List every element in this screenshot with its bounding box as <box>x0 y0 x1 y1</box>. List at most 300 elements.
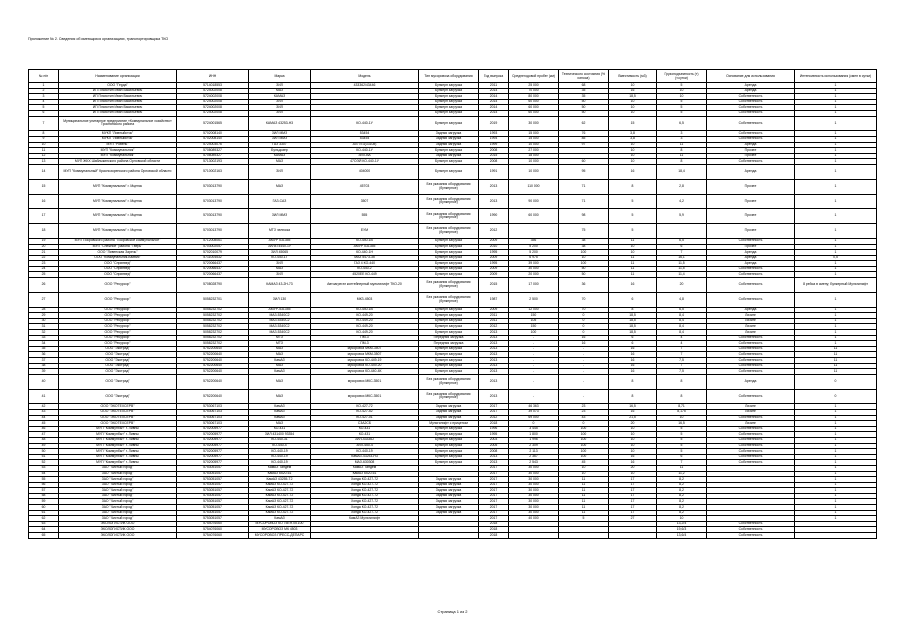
table-cell: 10 <box>609 153 657 159</box>
table-cell: 7 <box>657 250 707 256</box>
column-header: ИНН <box>177 70 249 83</box>
column-header: № п/п <box>29 70 59 83</box>
table-cell: 150 <box>509 313 559 319</box>
table-cell: 27 <box>609 516 657 522</box>
table-cell: Бункерн загрузка <box>419 110 479 116</box>
table-cell: 5713002193 <box>177 159 249 165</box>
table-cell: 1 <box>795 426 877 432</box>
table-cell: 71 <box>559 194 609 209</box>
table-cell: 29 <box>29 313 59 319</box>
table-cell: 2 <box>29 88 59 94</box>
table-cell: 11 <box>795 358 877 364</box>
table-cell: мусоровоз МКС-3501 <box>311 389 419 404</box>
table-cell: 50 <box>559 110 609 116</box>
table-cell: Аренда <box>707 261 795 267</box>
table-cell: 2017 <box>479 471 509 477</box>
table-cell: МУП "Коммунальник" г. Мценск <box>59 179 177 194</box>
table-cell: 35 <box>559 94 609 100</box>
table-cell: 5702010079 <box>177 250 249 256</box>
table-cell: Собственность <box>707 335 795 341</box>
table-cell: 5720066437 <box>177 261 249 267</box>
table-row <box>29 374 877 389</box>
table-header-row <box>29 70 877 83</box>
table-cell: 39 000 <box>509 261 559 267</box>
table-cell: ООО "Экотрад" <box>59 352 177 358</box>
table-cell: 555 <box>311 209 419 224</box>
table-cell: КО-440-19 <box>311 449 419 455</box>
table-cell: 5720066437 <box>177 266 249 272</box>
table-cell: 5 <box>657 437 707 443</box>
table-cell: 110 000 <box>509 179 559 194</box>
table-cell: 8,2 <box>657 482 707 488</box>
table-cell: 7,5 <box>657 369 707 375</box>
table-cell: Собственность <box>707 131 795 137</box>
table-cell: 2012 <box>479 224 509 239</box>
table-cell: 21 <box>29 250 59 256</box>
table-cell: 5724001565 <box>177 116 249 131</box>
table-cell: Без указания оборудования (бункерное) <box>419 209 479 224</box>
table-cell: 1 <box>795 250 877 256</box>
table-cell: 40 <box>29 374 59 389</box>
table-cell: Бункерн загрузка <box>419 426 479 432</box>
table-cell: Бункерн загрузка <box>419 369 479 375</box>
table-cell: МАЗ-5340С2 <box>249 330 311 336</box>
table-cell: 38 <box>559 244 609 250</box>
table-cell: КамАЗ <box>249 415 311 421</box>
table-cell: 0 <box>559 318 609 324</box>
table-cell: 10 <box>609 437 657 443</box>
table-cell: 0 <box>559 313 609 319</box>
table-cell: 1 <box>795 477 877 483</box>
table-cell: 1 <box>795 131 877 137</box>
table-cell: 53454 <box>311 136 419 142</box>
table-cell: Бункерн загрузка <box>419 159 479 165</box>
table-cell: 60 000 <box>509 105 559 111</box>
table-cell: 2 500 <box>509 292 559 307</box>
table-cell: 7 <box>657 363 707 369</box>
table-cell: Собственность <box>707 437 795 443</box>
table-cell: 10 <box>657 88 707 94</box>
table-cell <box>509 224 559 239</box>
table-cell: 5724002008 <box>177 105 249 111</box>
table-cell: 5724003076 <box>177 142 249 148</box>
table-cell: Бункерн загрузка <box>419 313 479 319</box>
table-cell: ИП Плахотин Иван Васильевич <box>59 88 177 94</box>
table-cell: 11 <box>559 510 609 516</box>
table-cell: ИП Плахотин Иван Васильевич <box>59 99 177 105</box>
table-cell: 18,5 <box>609 324 657 330</box>
table-cell: МУП "Коммунальник" г. Мценск <box>59 194 177 209</box>
table-cell: 1 <box>795 88 877 94</box>
table-cell: Задняя загрузка <box>419 404 479 410</box>
table-cell: МУСОРОВОЗ ПРЕСС-ДЕПАРС <box>249 533 311 539</box>
table-cell: 39 <box>29 369 59 375</box>
table-cell: 2018 <box>479 533 509 539</box>
table-cell: 21,5 <box>609 415 657 421</box>
table-cell: 2011 <box>479 83 509 89</box>
table-cell: 10 000 <box>509 159 559 165</box>
table-cell: 5752200640 <box>177 358 249 364</box>
table-cell: ООО "Спринвед" <box>59 261 177 267</box>
table-cell: МАЗ 5473-35 <box>311 255 419 261</box>
table-cell: ЗИЛ ММЗ <box>249 131 311 137</box>
table-cell: 5711004532 <box>177 255 249 261</box>
table-cell: ЭКОЛОГИСТИК ООО <box>59 521 177 527</box>
table-cell: КО-449-20 <box>311 324 419 330</box>
table-cell: 6 <box>609 341 657 347</box>
table-cell: 5720066437 <box>177 272 249 278</box>
table-cell: 5058232702 <box>177 313 249 319</box>
table-cell: КамАЗ КО-427-72 <box>249 505 311 511</box>
table-cell: 5752200640 <box>177 369 249 375</box>
table-cell: 1 <box>795 164 877 179</box>
table-cell: Собственность <box>707 369 795 375</box>
table-cell: АМУР 531355 <box>249 238 311 244</box>
table-cell: ЗАО "Чистый город" <box>59 477 177 483</box>
table-cell: МТЗ челюска <box>249 224 311 239</box>
table-cell: 1 <box>795 488 877 494</box>
table-cell: МУП "Коммунальник" <box>59 153 177 159</box>
table-cell: МУП "Ровень" <box>59 142 177 148</box>
table-cell: ООО "Ресурсор" <box>59 307 177 313</box>
table-cell: ЗИЛ ММЗ <box>249 136 311 142</box>
page-footer: Страница 1 из 2 <box>437 609 468 614</box>
table-cell <box>657 224 707 239</box>
table-cell: мусоровоз КО-449-19 <box>311 358 419 364</box>
table-cell: МАЗ <box>249 88 311 94</box>
table-cell: 16,1 <box>657 255 707 261</box>
table-cell: 11 <box>609 272 657 278</box>
table-cell: 3 <box>29 94 59 100</box>
table-cell: 1 <box>795 83 877 89</box>
table-cell: ООО "Экотрад" <box>59 358 177 364</box>
table-cell: ЗАО "Чистый город" <box>59 505 177 511</box>
table-cell: 17 <box>609 510 657 516</box>
table-cell: 404000 <box>311 164 419 179</box>
table-cell: 50 <box>559 99 609 105</box>
table-cell: - <box>509 389 559 404</box>
table-cell: 36 <box>559 278 609 293</box>
table-cell: 63 <box>29 521 59 527</box>
table-cell: 1 <box>795 432 877 438</box>
table-cell <box>609 533 657 539</box>
table-cell: Бункерн загрузка <box>419 250 479 256</box>
table-cell: 1 <box>795 421 877 427</box>
table-cell: 1995 <box>479 250 509 256</box>
table-cell: КО-427-01 <box>311 415 419 421</box>
table-cell: 10 <box>559 471 609 477</box>
table-cell: 20 <box>657 278 707 293</box>
table-cell: 2018 <box>479 421 509 427</box>
table-cell: 8,2 <box>657 488 707 494</box>
table-cell: 5058232702 <box>177 307 249 313</box>
table-cell: - <box>509 352 559 358</box>
table-cell: КамАЗ <box>249 409 311 415</box>
table-cell: 4,2 <box>657 194 707 209</box>
table-cell: 5753051057 <box>177 482 249 488</box>
table-cell: 2009 <box>479 238 509 244</box>
table-cell: МУП "Коммунальник" <box>59 148 177 154</box>
table-cell: 2018 <box>479 527 509 533</box>
table-cell: 10 <box>609 471 657 477</box>
table-cell: 17 000 <box>509 278 559 293</box>
table-cell: ГАЗ 4 КО-440 <box>311 261 419 267</box>
column-header: Год выпуска <box>479 70 509 83</box>
table-cell: 11 <box>559 499 609 505</box>
table-cell: ИП Плахотин Иван Васильевич <box>59 94 177 100</box>
table-cell: 9 <box>29 136 59 142</box>
table-cell: 1993 <box>479 131 509 137</box>
table-cell: 1 <box>795 313 877 319</box>
table-cell: 150 <box>509 324 559 330</box>
table-cell: 10 <box>657 516 707 522</box>
table-cell: ЗИЛ474440-1У <box>249 244 311 250</box>
table-cell: 30 000 <box>509 482 559 488</box>
table-cell: 8,2 <box>657 499 707 505</box>
table-cell: 100 <box>559 261 609 267</box>
table-cell: КамАЗ <box>249 358 311 364</box>
table-cell: 5058232702 <box>177 318 249 324</box>
table-cell: ЗИЛ-ВА <box>311 153 419 159</box>
table-cell: 43 <box>559 415 609 421</box>
table-cell: 3,8 <box>609 136 657 142</box>
table-cell: 5 <box>657 443 707 449</box>
table-caption: Приложение № 2. Сведения об имеющихся организациях, транспортировщика ТКО <box>28 37 169 41</box>
table-cell: 5752200640 <box>177 374 249 389</box>
table-cell: 2013 <box>479 194 509 209</box>
table-cell: 8,2 <box>657 493 707 499</box>
table-cell: Бункерн загрузка <box>419 437 479 443</box>
table-cell: 2017 <box>479 488 509 494</box>
table-cell: ООО "ЭКОТЕХСЕРВ" <box>59 409 177 415</box>
table-cell: МУП "Коммунбыт" г. Ливны <box>59 426 177 432</box>
table-row <box>29 278 877 293</box>
table-cell: 1 <box>795 505 877 511</box>
table-cell: Задняя загрузка <box>419 493 479 499</box>
table-cell: 46 363 <box>509 404 559 410</box>
table-cell: 8,2 <box>657 510 707 516</box>
table-cell: Собственность <box>707 415 795 421</box>
table-cell: 16 <box>609 164 657 179</box>
table-cell: 1 <box>795 116 877 131</box>
table-cell: 1 <box>795 454 877 460</box>
table-cell: 5 <box>609 224 657 239</box>
table-cell: 16 <box>559 341 609 347</box>
table-cell: МТЗ <box>249 341 311 347</box>
table-cell: 100 <box>559 250 609 256</box>
table-cell: МАЗ-5340С2 <box>249 324 311 330</box>
table-cell: 2014 <box>479 88 509 94</box>
table-cell: 4 <box>657 335 707 341</box>
table-cell: 2,8 <box>657 179 707 194</box>
table-cell: 5702005977 <box>177 443 249 449</box>
column-header: Модель <box>311 70 419 83</box>
table-cell: 5 <box>657 449 707 455</box>
table-cell: 0 <box>559 421 609 427</box>
table-cell: 1 <box>795 307 877 313</box>
table-cell: Бункерн загрузка <box>419 238 479 244</box>
table-cell: 40 000 <box>509 516 559 522</box>
table-cell: КамАЗ Тандем <box>311 465 419 471</box>
table-cell: 17 <box>609 482 657 488</box>
table-cell: ООО "Ресурсор" <box>59 278 177 293</box>
table-cell: КО-431 <box>249 426 311 432</box>
table-cell: ООО "Ресурсор" <box>59 292 177 307</box>
table-cell: 11 <box>609 266 657 272</box>
table-cell: 6,5 <box>657 116 707 131</box>
table-cell: 7,5 <box>657 358 707 364</box>
table-cell: 12 <box>29 153 59 159</box>
table-cell: 13,2/4 <box>657 521 707 527</box>
table-cell: Собственность <box>707 105 795 111</box>
table-cell: 45 <box>559 460 609 466</box>
table-cell: МАЗ <box>249 363 311 369</box>
table-cell: 34 <box>29 341 59 347</box>
table-cell: 1 <box>795 415 877 421</box>
table-cell: 1 <box>795 194 877 209</box>
table-cell: 39 073 <box>509 409 559 415</box>
table-cell: 2013 <box>479 454 509 460</box>
table-cell: КО-440-2 <box>311 266 419 272</box>
table-cell: ЗАО "Чистый город" <box>59 499 177 505</box>
table-cell: МУП "Коммунбыт" г. Ливны <box>59 454 177 460</box>
table-cell: 100 <box>559 437 609 443</box>
table-cell: 8,2 <box>657 477 707 483</box>
column-header: Интенсивность использования (смен в сутки) <box>795 70 877 83</box>
table-cell: 5 200 <box>509 244 559 250</box>
table-cell: ООО "Ресурсор" <box>59 341 177 347</box>
table-cell: 10 <box>609 110 657 116</box>
table-cell: 8 <box>609 307 657 313</box>
table-cell: Задняя загрузка <box>419 142 479 148</box>
table-cell: 105 <box>509 318 559 324</box>
table-cell: 1 800 <box>509 432 559 438</box>
table-cell: 16 <box>609 409 657 415</box>
table-cell: 5702005977 <box>177 426 249 432</box>
table-cell: 5752200640 <box>177 346 249 352</box>
table-cell: ГАЗ 3307 <box>249 142 311 148</box>
table-cell: 1 <box>795 136 877 142</box>
table-cell: Собственность <box>707 266 795 272</box>
table-cell: 20 <box>29 244 59 250</box>
column-header: Среднегодовой пробег (км) <box>509 70 559 83</box>
table-cell: 8,4 <box>657 313 707 319</box>
table-cell: ЗАО "Чистый город" <box>59 493 177 499</box>
table-cell: - <box>509 358 559 364</box>
table-cell: 5 <box>657 110 707 116</box>
table-cell: 5703013790 <box>177 194 249 209</box>
table-cell: Аренда <box>707 83 795 89</box>
table-cell: 16 <box>609 369 657 375</box>
table-cell: 5702005977 <box>177 460 249 466</box>
table-cell: ЗАО "Чистый город" <box>59 471 177 477</box>
table-cell: Лизинг <box>707 313 795 319</box>
table-cell: 1 <box>795 105 877 111</box>
table-cell: 2011 <box>479 318 509 324</box>
table-cell: 100 <box>509 330 559 336</box>
table-cell: 2015 <box>479 153 509 159</box>
table-cell: 16 <box>559 335 609 341</box>
table-cell: КАМАЗ <box>249 94 311 100</box>
table-cell: 30 <box>29 318 59 324</box>
table-cell: КамАЗ 43255-Т2 <box>249 477 311 483</box>
table-cell: мусоровоз МКМ-3507 <box>311 346 419 352</box>
table-cell: 16 <box>609 278 657 293</box>
table-cell: 100 <box>559 443 609 449</box>
table-cell: ЗАО "Чистый город" <box>59 482 177 488</box>
table-cell: 0,5 <box>795 255 877 261</box>
table-row <box>29 224 877 239</box>
table-cell: 30 000 <box>509 266 559 272</box>
table-cell: Прочее <box>707 244 795 250</box>
table-cell: 11 <box>559 493 609 499</box>
table-cell: КО-440-1У <box>311 116 419 131</box>
table-cell: 100 <box>559 454 609 460</box>
table-cell: КамАЗ КО-427-72 <box>249 482 311 488</box>
table-cell: 5 <box>657 426 707 432</box>
table-cell: 5754076060 <box>177 521 249 527</box>
table-cell: КО-449-20 <box>311 330 419 336</box>
table-cell: Бульдозер <box>249 148 311 154</box>
table-cell: 0 <box>559 324 609 330</box>
table-cell: 2017 <box>479 465 509 471</box>
table-cell: 2014 <box>479 99 509 105</box>
table-cell: Бункерн загрузка <box>419 449 479 455</box>
table-cell: 1 <box>795 341 877 347</box>
table-cell: МУП "Коммунбыт" г. Ливны <box>59 432 177 438</box>
table-cell: 2017 <box>479 493 509 499</box>
table-cell: 5058232702 <box>177 330 249 336</box>
table-cell: КО-440-1В <box>311 307 419 313</box>
table-cell: 10 <box>609 142 657 148</box>
table-cell: 70 <box>559 307 609 313</box>
table-cell: ГАЗ-САЗ <box>249 194 311 209</box>
table-cell: 5753051057 <box>177 465 249 471</box>
table-cell: Задняя загрузка <box>419 136 479 142</box>
table-cell: Прочее <box>707 194 795 209</box>
table-cell: 5724002008 <box>177 110 249 116</box>
table-cell: 1 <box>795 244 877 250</box>
table-cell: Задняя загрузка <box>419 499 479 505</box>
table-cell: Хонда КО-427-72 <box>311 499 419 505</box>
table-cell: А077Е3(33108) <box>311 142 419 148</box>
table-cell: 28 <box>29 307 59 313</box>
table-cell: - <box>509 374 559 389</box>
table-cell <box>311 533 419 539</box>
table-cell: КамАЗ <box>249 369 311 375</box>
table-cell: 10 <box>609 148 657 154</box>
table-cell: 1 <box>795 493 877 499</box>
table-cell: 30 000 <box>509 510 559 516</box>
table-cell: ООО "ЭКОТЕХСЕРВ" <box>59 404 177 410</box>
table-cell: 17 <box>29 209 59 224</box>
table-cell: 47 <box>29 432 59 438</box>
table-cell: 56 <box>29 482 59 488</box>
table-cell: Автоагрегат контейнерный мультилифт ТКО-20 <box>311 278 419 293</box>
table-cell: 5702008140 <box>177 136 249 142</box>
table-cell: 16 <box>29 194 59 209</box>
table-cell: 5753067103 <box>177 404 249 410</box>
table-cell: 1994 <box>479 136 509 142</box>
table-cell: 1 <box>29 83 59 89</box>
table-cell: 10 <box>609 449 657 455</box>
table-cell: КАМАЗ <box>249 153 311 159</box>
table-cell: Лизинг <box>707 318 795 324</box>
table-cell: 51 <box>29 454 59 460</box>
table-cell: КамАЗ <box>249 516 311 522</box>
table-cell: 44 <box>29 415 59 421</box>
table-cell: 3 <box>657 136 707 142</box>
